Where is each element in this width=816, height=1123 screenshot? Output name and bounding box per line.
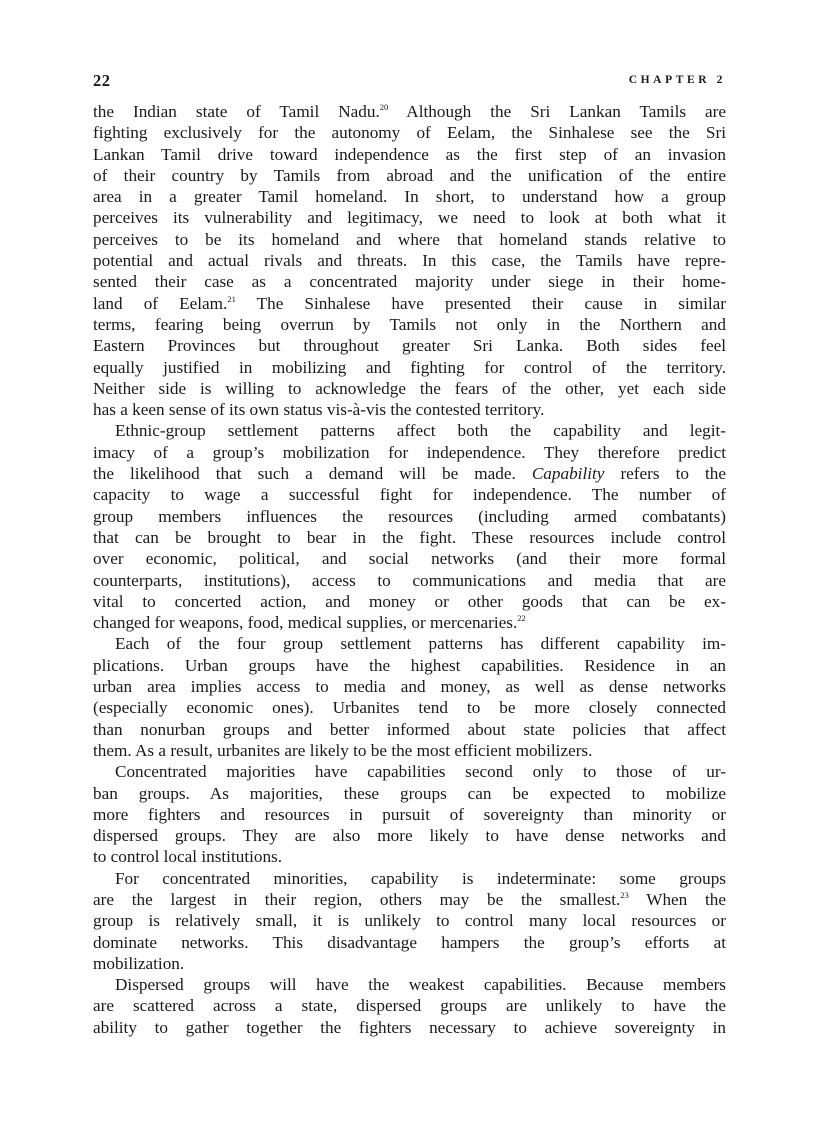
text-line: vital to concerted action, and money or other goods that can be ex- bbox=[93, 591, 726, 611]
text-line: sented their case as a concentrated majority under siege in their home- bbox=[93, 272, 726, 292]
text-line: are scattered across a state, dispersed groups are unlikely to have the bbox=[93, 996, 726, 1016]
footnote-ref[interactable]: 20 bbox=[379, 102, 389, 112]
text-line: fighting exclusively for the autonomy of Eelam, the Sinhalese see the Sri bbox=[93, 123, 726, 143]
text-line: Lankan Tamil drive toward independence as the first step of an invasion bbox=[93, 144, 726, 164]
text-line: Dispersed groups will have the weakest capabilities. Because members bbox=[115, 975, 726, 995]
text-line: has a keen sense of its own status vis-à-vis the contested territory. bbox=[93, 400, 545, 420]
body-text bbox=[93, 101, 726, 1038]
running-head: CHAPTER 2 bbox=[628, 74, 726, 86]
text-line: group is relatively small, it is unlikely to control many local resources or bbox=[93, 911, 726, 931]
text-line: equally justified in mobilizing and fighting for control of the territory. bbox=[93, 357, 726, 377]
text-line: land of Eelam.$^{21}$ The Sinhalese have presented their cause in similar bbox=[93, 293, 726, 313]
text-line: ability to gather together the fighters necessary to achieve sovereignty in bbox=[93, 1017, 726, 1037]
text-line: Neither side is willing to acknowledge the fears of the other, yet each side bbox=[93, 378, 726, 398]
text-line: area in a greater Tamil homeland. In short, to understand how a group bbox=[93, 187, 726, 207]
text-line: plications. Urban groups have the highest capabilities. Residence in an bbox=[93, 655, 726, 675]
text-line: to control local institutions. bbox=[93, 847, 283, 867]
text-line: mobilization. bbox=[93, 953, 185, 973]
text-line: dispersed groups. They are also more likely to have dense networks and bbox=[93, 826, 726, 846]
footnote-ref[interactable]: 22 bbox=[517, 613, 526, 624]
text-line: perceives to be its homeland and where that homeland stands relative to bbox=[93, 229, 726, 249]
text-line: potential and actual rivals and threats. In this case, the Tamils have repre- bbox=[93, 251, 726, 271]
text-line: are the largest in their region, others may be the smallest.$^{23}$ When the bbox=[93, 889, 726, 909]
text-line: perceives its vulnerability and legitimacy, we need to look at both what it bbox=[93, 208, 726, 228]
text-line: than nonurban groups and better informed about state policies that affect bbox=[93, 719, 726, 739]
text-line: them. As a result, urbanites are likely to be the most efficient mobilizers. bbox=[93, 740, 593, 760]
text-line: that can be brought to bear in the fight. These resources include control bbox=[93, 527, 726, 547]
text-line: the likelihood that such a demand will be made. Capability refers to the bbox=[93, 464, 726, 484]
text-line: Ethnic-group settlement patterns affect both the capability and legit- bbox=[115, 421, 726, 441]
text-line: group members influences the resources (including armed combatants) bbox=[93, 506, 726, 526]
text-line: of their country by Tamils from abroad and the unification of the entire bbox=[93, 165, 726, 185]
page-number: 22 bbox=[93, 71, 111, 90]
text-line: (especially economic ones). Urbanites tend to be more closely connected bbox=[93, 698, 726, 718]
text-line: imacy of a group’s mobilization for independence. They therefore predict bbox=[93, 442, 726, 462]
text-line: the Indian state of Tamil Nadu.$^{20}$ Although the Sri Lankan Tamils are bbox=[93, 102, 727, 121]
footnote-ref[interactable]: 23 bbox=[620, 889, 629, 900]
text-line: dominate networks. This disadvantage hampers the group’s efforts at bbox=[93, 932, 726, 952]
footnote-ref[interactable]: 21 bbox=[227, 293, 236, 304]
text-line: changed for weapons, food, medical supplies, or mercenaries.$^{22}$ bbox=[93, 613, 526, 633]
italic-term: Capability bbox=[531, 464, 605, 484]
page-header bbox=[93, 71, 726, 93]
text-line: Concentrated majorities have capabilities second only to those of ur- bbox=[115, 762, 726, 782]
text-line: capacity to wage a successful fight for independence. The number of bbox=[93, 485, 726, 505]
text-line: ban groups. As majorities, these groups can be expected to mobilize bbox=[93, 783, 726, 803]
text-line: Each of the four group settlement patterns has different capability im- bbox=[115, 634, 726, 654]
text-line: For concentrated minorities, capability is indeterminate: some groups bbox=[115, 868, 726, 888]
text-line: counterparts, institutions), access to communications and media that are bbox=[93, 570, 726, 590]
text-line: Eastern Provinces but throughout greater Sri Lanka. Both sides feel bbox=[93, 336, 726, 356]
text-line: more fighters and resources in pursuit of sovereignty than minority or bbox=[93, 804, 726, 824]
text-line: over economic, political, and social networks (and their more formal bbox=[93, 549, 726, 569]
text-line: urban area implies access to media and money, as well as dense networks bbox=[93, 677, 726, 697]
text-line: terms, fearing being overrun by Tamils not only in the Northern and bbox=[93, 314, 726, 334]
